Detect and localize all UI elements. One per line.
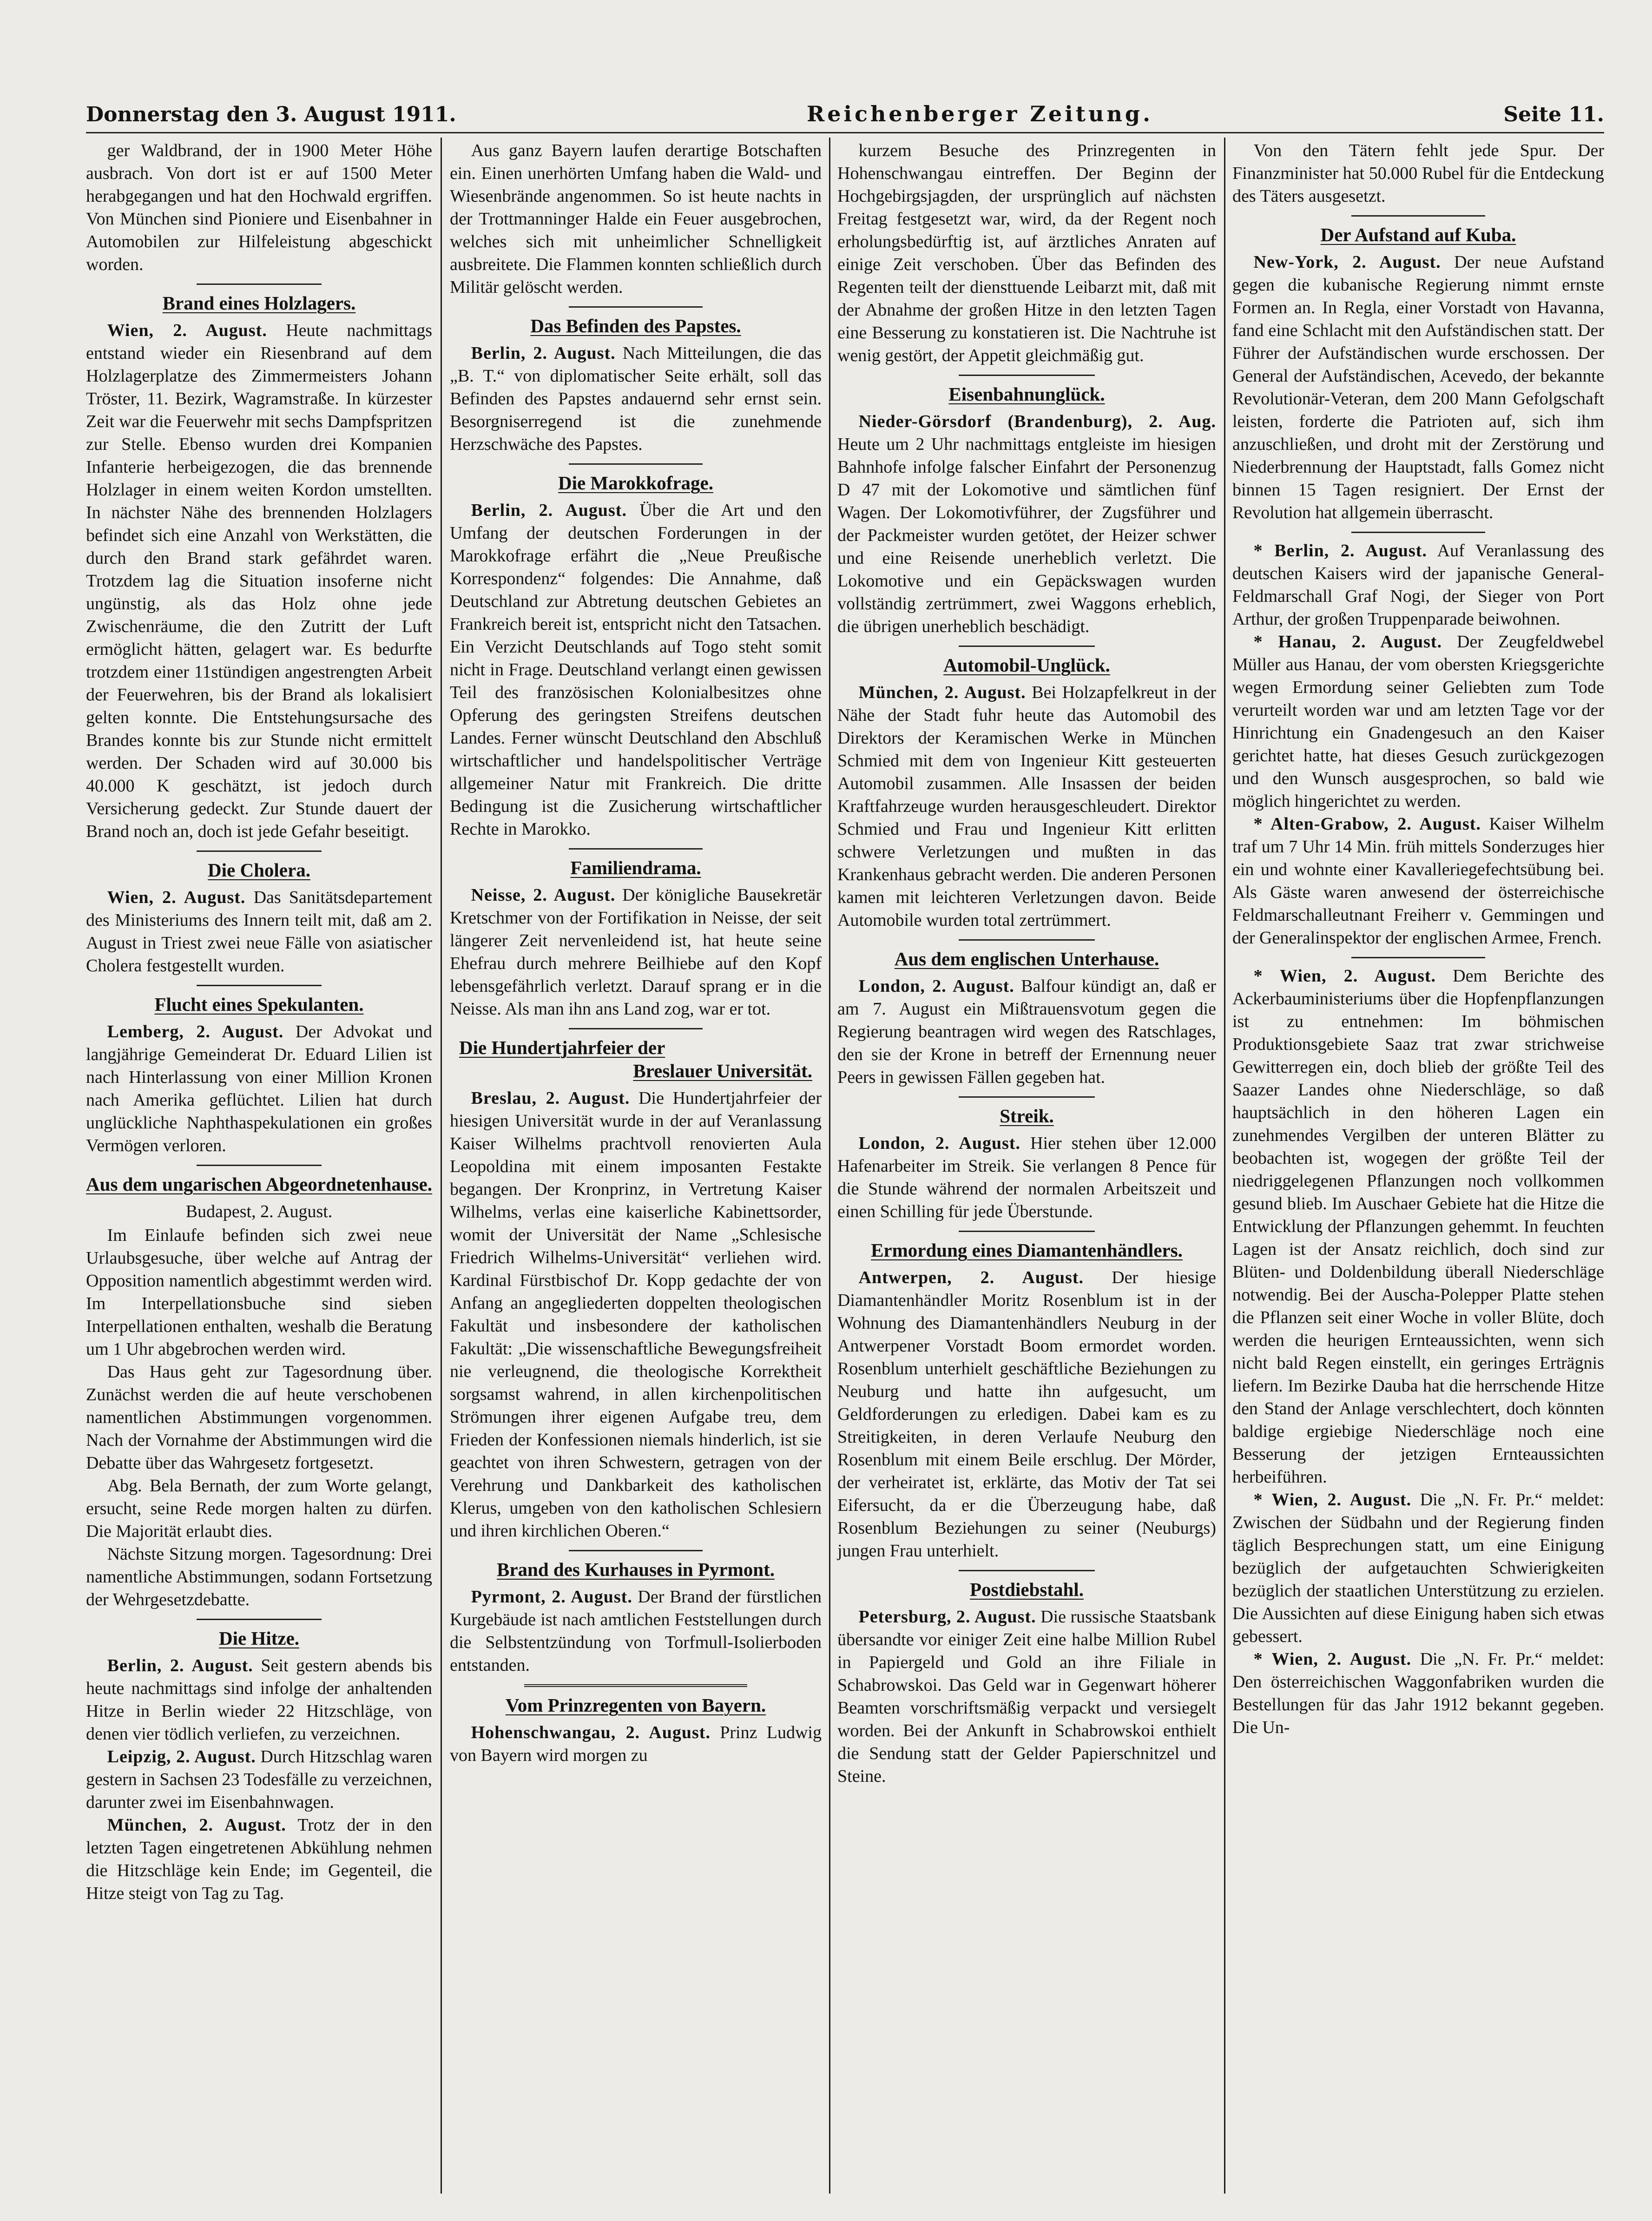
article-paragraph — [86, 886, 432, 977]
article-paragraph — [86, 1224, 432, 1361]
article-paragraph — [837, 1132, 1216, 1223]
article-divider — [197, 1165, 321, 1166]
dateline: Breslau, 2. August. — [471, 1088, 630, 1108]
article-heading-line: Breslauer Universität. — [633, 1060, 812, 1081]
column-4 — [1232, 139, 1604, 2194]
dateline: Neisse, 2. August. — [471, 885, 616, 905]
article-text: Durch Hitzschlag waren gestern in Sachsen 23 Todesfälle zu verzeichnen, darunter zwei im Eisenbahnwagen. — [86, 1747, 433, 1812]
article-text: Trotz der in den letzten Tagen eingetretenen Abkühlung nehmen die Hitzschläge kein Ende; im Gegenteil, die Hitze steigt von Tag zu Tag. — [86, 1815, 432, 1903]
dateline: Pyrmont, 2. August. — [471, 1587, 632, 1607]
article-heading: Aus dem englischen Unterhause. — [894, 948, 1159, 969]
article-paragraph — [1232, 631, 1604, 813]
article-text: Balfour kündigt an, daß er am 7. August ein Mißtrauensvotum gegen die Regierung beantragen wird wegen des Ratschlages, den sie der Krone in betreff der Ernennung neuer Peers in gewissen Fällen gegeben hat. — [837, 976, 1216, 1087]
article-divider — [959, 939, 1095, 941]
dateline: * Wien, 2. August. — [1253, 1490, 1412, 1509]
article-text: Im Einlaufe befinden sich zwei neue Urlaubsgesuche, über welche auf Antrag der Opposition namentlich abgestimmt werden wird. Im Interpellationsbuche sind sieben Interpellationen enthalten, weshalb die Beratung um 1 Uhr abgebrochen werden wird. — [86, 1226, 432, 1359]
article-paragraph — [86, 1654, 432, 1746]
article-divider — [569, 1028, 703, 1029]
dateline: * Berlin, 2. August. — [1253, 541, 1427, 560]
article-paragraph — [1232, 540, 1604, 631]
article-heading: Brand des Kurhauses in Pyrmont. — [496, 1559, 775, 1580]
dateline: Petersburg, 2. August. — [858, 1607, 1036, 1627]
article-heading: Postdiebstahl. — [970, 1579, 1084, 1600]
article-text: Prinz Ludwig von Bayern wird morgen zu — [450, 1723, 822, 1765]
article-text: Hier stehen über 12.000 Hafenarbeiter im Streik. Sie verlangen 8 Pence für die Stunde während der normalen Arbeitszeit und einen Schilling für jede Überstunde. — [837, 1134, 1216, 1221]
column-1 — [86, 139, 432, 2194]
article-text: Die „N. Fr. Pr.“ meldet: Zwischen der Südbahn und der Regierung finden täglich Besprechungen statt, um eine Einigung bezüglich der aufgetauchten Schwierigkeiten bezüglich der staatlichen Unterstützung zu erzielen. Die Aussichten auf diese Einigung haben sich etwas gebessert. — [1232, 1490, 1605, 1646]
article-text: Abg. Bela Bernath, der zum Worte gelangt, ersucht, seine Rede morgen halten zu dürfen. Die Majorität erlaubt dies. — [86, 1476, 432, 1541]
article-divider — [1351, 215, 1485, 217]
article-paragraph — [450, 884, 822, 1021]
article-paragraph — [837, 410, 1216, 638]
article-divider — [959, 1570, 1095, 1571]
issue-date: Donnerstag den 3. August 1911. — [86, 103, 456, 126]
article-text: Seit gestern abends bis heute nachmittags sind infolge der anhaltenden Hitze in Berlin wieder 22 Hitzschläge, von denen vier tödlich verliefen, zu verzeichnen. — [86, 1656, 433, 1744]
article-heading: Vom Prinzregenten von Bayern. — [505, 1694, 766, 1716]
dateline: Wien, 2. August. — [107, 321, 267, 340]
dateline: * Wien, 2. August. — [1253, 1649, 1412, 1669]
article-paragraph — [450, 1087, 822, 1542]
article-paragraph — [86, 1543, 432, 1611]
dateline: London, 2. August. — [858, 976, 1014, 996]
article-divider — [197, 1619, 321, 1620]
article-divider — [959, 1231, 1095, 1232]
article-paragraph — [86, 1475, 432, 1543]
article-heading: Ermordung eines Diamantenhändlers. — [871, 1239, 1183, 1261]
column-rule — [1224, 138, 1225, 2194]
article-paragraph — [86, 1746, 432, 1814]
page-header — [86, 93, 1604, 126]
page-number: Seite 11. — [1503, 103, 1604, 126]
article-text: Aus ganz Bayern laufen derartige Botschaften ein. Einen unerhörten Umfang haben die Wald- und Wiesenbrände angenommen. So ist heute nachts in der Trottmanninger Halde ein Feuer ausgebrochen, welches sich mit unheimlicher Schnelligkeit ausbreitete. Die Flammen konnten schließlich durch Militär gelöscht werden. — [450, 141, 822, 297]
article-text: Der Brand der fürstlichen Kurgebäude ist nach amtlichen Feststellungen durch die Selbstentzündung von Torfmull-Isolierboden entstanden. — [450, 1587, 822, 1675]
article-text: Das Sanitätsdepartement des Ministeriums des Innern teilt mit, daß am 2. August in Triest zwei neue Fälle von asiatischer Cholera festgestellt wurden. — [86, 888, 432, 975]
article-divider — [569, 1550, 703, 1551]
article-text: Der hiesige Diamantenhändler Moritz Rosenblum ist in der Wohnung des Diamantenhändlers Neuburg in der Antwerpener Vorstadt Boom ermordet worden. Rosenblum unterhielt geschäftliche Beziehungen zu Neuburg und hatte ihn aufgesucht, um Geldforderungen zu erledigen. Dabei kam es zu Streitigkeiten, in deren Verlaufe Neuburg den Rosenblum mit einem Beile erschlug. Der Mörder, der verheiratet ist, erklärte, das Motiv der Tat sei Eifersucht, da er die Überzeugung habe, daß Rosenblum Beziehungen zu seiner (Neuburgs) jungen Frau unterhielt. — [837, 1268, 1216, 1561]
newspaper-title: Reichenberger Zeitung. — [806, 101, 1153, 126]
article-heading: Die Marokkofrage. — [558, 472, 713, 494]
article-text: Heute um 2 Uhr nachmittags entgleiste im hiesigen Bahnhofe infolge falscher Einfahrt der Personenzug D 47 mit der Lokomotive und sämtlichen fünf Wagen. Der Lokomotivführer, der Zugsführer und der Packmeister wurden getötet, der Heizer schwer und eine Reisende unerheblich verletzt. Die Lokomotive und ein Gepäckswagen wurden vollständig zertrümmert, zwei Waggons erheblich, die übrigen unerheblich beschädigt. — [837, 435, 1216, 636]
article-paragraph — [1232, 1489, 1604, 1648]
article-paragraph — [1232, 251, 1604, 524]
article-text: Von den Tätern fehlt jede Spur. Der Finanzminister hat 50.000 Rubel für die Entdeckung des Täters ausgesetzt. — [1232, 141, 1604, 206]
article-heading: Automobil-Unglück. — [943, 654, 1110, 676]
article-heading: Flucht eines Spekulanten. — [154, 994, 364, 1015]
dateline: Leipzig, 2. August. — [107, 1747, 256, 1766]
article-paragraph — [450, 139, 822, 299]
article-text: Dem Berichte des Ackerbauministeriums über die Hopfenpflanzungen ist zu entnehmen: Im böhmischen Produktionsgebiete Saaz trat zwar strichweise Gewitterregen ein, doch blieb der größte Teil des Saazer Landes ohne Niederschläge, so daß hauptsächlich in den höheren Lagen ein zunehmendes Vergilben der unteren Blätter zu beobachten ist, wogegen der größte Teil der niedriggelegenen Pflanzungen noch vollkommen gesund blieb. Im Auschaer Gebiete hat die Hitze die Entwicklung der Pflanzungen gehemmt. In feuchten Lagen ist der Ansatz reichlich, doch sind zur Blüten- und Doldenbildung überall Niederschläge notwendig. Bei der Auscha-Polepper Platte stehen die Pflanzen seit einer Woche in voller Blüte, doch werden die heurigen Ernteaussichten, wenn sich nicht bald Regen einstellt, ein geringes Erträgnis liefern. Im Bezirke Dauba hat die herrschende Hitze den Stand der Anlage verschlechtert, doch könnten baldige ergiebige Niederschläge noch eine Besserung der jetzigen Ernteaussichten herbeiführen. — [1232, 966, 1605, 1487]
article-heading: Das Befinden des Papstes. — [530, 315, 741, 336]
article-paragraph — [1232, 813, 1604, 949]
article-paragraph — [837, 1606, 1216, 1788]
article-paragraph — [1232, 965, 1604, 1489]
dateline: München, 2. August. — [858, 683, 1026, 702]
article-heading — [450, 1036, 822, 1082]
article-text: Die Hundertjahrfeier der hiesigen Universität wurde in der auf Veranlassung Kaiser Wilhelms prachtvoll renovierten Aula Leopoldina mit einem imposanten Festakte begangen. Der Kronprinz, in Vertretung Kaiser Wilhelms, verlas eine kaiserliche Kabinettsorder, womit der Universität der Name „Schlesische Friedrich Wilhelms-Universität“ verliehen wird. Kardinal Fürstbischof Dr. Kopp gedachte der von Anfang an angegliederten doppelten theologischen Fakultät und insbesondere der katholischen Fakultät: „Die wissenschaftliche Bewegungsfreiheit nie verleugnend, die theologische Korrektheit sorgsamst wahrend, in allen kirchenpolitischen Strömungen ihrer eigenen Aufgabe treu, dem Frieden der Konfessionen niemals hinderlich, ist sie geachtet von ihren Schwestern, getragen von der Verehrung und Dankbarkeit des katholischen Klerus, umgeben von den katholischen Schlesiern und ihren kirchlichen Oberen.“ — [450, 1088, 822, 1541]
dateline: Antwerpen, 2. August. — [858, 1268, 1084, 1287]
article-paragraph — [837, 681, 1216, 932]
article-paragraph — [450, 1721, 822, 1767]
article-text: Der neue Aufstand gegen die kubanische Regierung nimmt ernste Formen an. In Regla, einer Vorstadt von Havanna, fand eine Schlacht mit den Aufständischen statt. Der Führer der Aufständischen wurde erschossen. Der General der Aufständischen, Acevedo, der bekannte Revolutionär-Veteran, dem 200 Mann Gefolgschaft leisten, forderte die Patrioten auf, sich ihm anzuschließen, und droht mit der Zerstörung und Niederbrennung der Hauptstadt, falls Gomez nicht binnen 15 Tagen resigniert. Der Ernst der Revolution hat allgemein überrascht. — [1232, 252, 1604, 522]
article-text: Bei Holzapfelkreut in der Nähe der Stadt fuhr heute das Automobil des Direktors der Keramischen Werke in München Schmied mit dem von Ingenieur Kitt gesteuerten Automobil zusammen. Alle Insassen der beiden Kraftfahrzeuge wurden herausgeschleudert. Direktor Schmied und Frau und Ingenieur Kitt erlitten schwere Verletzungen und mußten in das Krankenhaus gebracht werden. Die anderen Personen kamen mit leichteren Verletzungen davon. Beide Automobile wurden total zertrümmert. — [837, 683, 1216, 930]
dateline: New-York, 2. August. — [1253, 252, 1441, 272]
article-paragraph — [86, 319, 432, 843]
article-divider — [524, 1684, 747, 1687]
column-rule — [441, 138, 442, 2194]
dateline: Wien, 2. August. — [107, 888, 246, 907]
article-divider — [569, 306, 703, 308]
article-paragraph — [837, 975, 1216, 1089]
article-text: Auf Veranlassung des deutschen Kaisers wird der japanische General-Feldmarschall Graf Nogi, der Sieger von Port Arthur, der großen Truppenparade beiwohnen. — [1232, 541, 1604, 629]
article-heading: Die Cholera. — [208, 859, 310, 881]
dateline: Berlin, 2. August. — [471, 343, 616, 363]
dateline: Berlin, 2. August. — [107, 1656, 253, 1675]
article-heading-line: Die Hundertjahrfeier der — [459, 1037, 665, 1058]
article-text: Die „N. Fr. Pr.“ meldet: Den österreichischen Waggonfabriken wurden die Bestellungen für das Jahr 1912 bekannt gegeben. Die Un- — [1232, 1649, 1605, 1737]
article-text: Nach Mitteilungen, die das „B. T.“ von diplomatischer Seite erhält, soll das Befinden des Papstes andauernd sehr ernst sein. Besorgniserregend ist die zunehmende Herzschwäche des Papstes. — [450, 343, 822, 454]
article-divider — [197, 985, 321, 986]
article-divider — [959, 646, 1095, 647]
article-paragraph — [86, 1814, 432, 1905]
article-divider — [1351, 957, 1485, 958]
article-divider — [197, 283, 321, 285]
column-2 — [450, 139, 822, 2194]
article-heading: Die Hitze. — [218, 1628, 300, 1649]
article-paragraph — [837, 139, 1216, 367]
article-paragraph — [1232, 1648, 1604, 1739]
article-heading: Streik. — [1000, 1105, 1054, 1127]
article-heading: Der Aufstand auf Kuba. — [1320, 224, 1516, 245]
article-text: Der Zeugfeldwebel Müller aus Hanau, der vom obersten Kriegsgerichte wegen Ermordung seiner Geliebten zum Tode verurteilt worden war und am letzten Tage vor der Hinrichtung ein Gnadengesuch an den Kaiser gerichtet hatte, hat dieses Gesuch zurückgezogen und den Wunsch ausgesprochen, so bald wie möglich hingerichtet zu werden. — [1232, 632, 1604, 811]
article-text: Die russische Staatsbank übersandte vor einiger Zeit eine halbe Million Rubel in Papiergeld und Gold an ihre Filiale in Schabrowskoi. Das Geld war in Gegenwart höherer Beamten vorschriftsmäßig verpackt und versiegelt worden. Bei der Ankunft in Schabrowskoi enthielt die Sendung statt der Gelder Papierschnitzel und Steine. — [837, 1607, 1216, 1786]
dateline: * Alten-Grabow, 2. August. — [1253, 814, 1481, 834]
article-paragraph — [1232, 139, 1604, 208]
article-paragraph — [86, 139, 432, 276]
dateline: Budapest, 2. August. — [185, 1202, 333, 1221]
article-divider — [569, 848, 703, 850]
dateline: Nieder-Görsdorf (Brandenburg), 2. Aug. — [858, 412, 1216, 431]
article-text: Heute nachmittags entstand wieder ein Riesenbrand auf dem Holzlagerplatze des Zimmermeisters Johann Tröster, 11. Bezirk, Wagramstraße. In kürzester Zeit war die Feuerwehr mit sechs Dampfspritzen zur Stelle. Ebenso wurden drei Kompanien Infanterie herbeigezogen, die das brennende Holzlager in einem weiten Kordon umstellten. In nächster Nähe des brennenden Holzlagers befindet sich eine Anzahl von Werkstätten, die durch den Brand stark gefährdet waren. Trotzdem lag die Situation insoferne nicht ungünstig, als das Holz ohne jede Zwischenräume, die den Zutritt der Luft ermöglicht hätten, gelagert war. Es bedurfte trotzdem einer 11stündigen angestrengten Arbeit der Feuerwehren, bis der Brand als lokalisiert gelten konnte. Die Entstehungsursache des Brandes konnte bis zur Stunde nicht ermittelt werden. Der Schaden wird auf 30.000 bis 40.000 K geschätzt, ist jedoch durch Versicherung gedeckt. Zur Stunde dauert der Brand noch an, doch ist jede Gefahr beseitigt. — [86, 321, 432, 841]
article-heading: Aus dem ungarischen Abgeordnetenhause. — [86, 1173, 432, 1195]
dateline: * Hanau, 2. August. — [1253, 632, 1442, 652]
article-heading: Eisenbahnunglück. — [948, 383, 1105, 405]
article-text: Über die Art und den Umfang der deutschen Forderungen in der Marokkofrage erfährt die „Neue Preußische Korrespondenz“ folgendes: Die Annahme, daß Deutschland zur Abtretung deutschen Gebietes an Frankreich bereit ist, entspricht nicht den Tatsachen. Ein Verzicht Deutschlands auf Togo steht somit nicht in Frage. Deutschland verlangt einen gewissen Teil des französischen Kolonialbesitzes ohne Opferung des geringsten Streifens deutschen Landes. Ferner wünscht Deutschland den Abschluß wirtschaftlicher und handelspolitischer Verträge allgemeiner Natur mit Frankreich. Die dritte Bedingung ist die Zusicherung wirtschaftlicher Rechte in Marokko. — [450, 501, 822, 839]
dateline: London, 2. August. — [858, 1134, 1021, 1153]
dateline: Lemberg, 2. August. — [107, 1022, 284, 1041]
article-paragraph — [450, 1586, 822, 1677]
column-3 — [837, 139, 1216, 2194]
article-heading: Familiendrama. — [570, 857, 701, 878]
article-text: Das Haus geht zur Tagesordnung über. Zunächst werden die auf heute verschobenen namentlichen Abstimmungen vorgenommen. Nach der Vornahme der Abstimmungen wird die Debatte über das Wahrgesetz fortgesetzt. — [86, 1362, 432, 1473]
article-divider — [1351, 532, 1485, 533]
article-text: Der Advokat und langjährige Gemeinderat Dr. Eduard Lilien ist nach Hinterlassung von einer Million Kronen nach Amerika geflüchtet. Lilien hat durch unglückliche Naphthaspekulationen ein großes Vermögen verloren. — [86, 1022, 433, 1155]
article-divider — [197, 850, 321, 852]
article-paragraph — [450, 499, 822, 841]
article-divider — [569, 463, 703, 465]
article-text: Nächste Sitzung morgen. Tagesordnung: Drei namentliche Abstimmungen, sodann Fortsetzung der Wehrgesetzdebatte. — [86, 1544, 432, 1609]
article-divider — [959, 1096, 1095, 1098]
article-text: kurzem Besuche des Prinzregenten in Hohenschwangau eintreffen. Der Beginn der Hochgebirgsjagden, der ursprünglich auf nächsten Freitag festgesetzt war, wird, da der Regent noch erholungsbedürftig ist, auf ärztliches Anraten auf einige Zeit verschoben. Über das Befinden des Regenten teilt der diensttuende Leibarzt mit, daß mit der Abnahme der großen Hitze in den letzten Tagen eine Besserung zu konstatieren ist. Die Nachtruhe ist wenig gestört, der Appetit gleichmäßig gut. — [837, 141, 1216, 365]
article-text: Kaiser Wilhelm traf um 7 Uhr 14 Min. früh mittels Sonderzuges hier ein und wohnte einer Kavalleriegefechtsübung bei. Als Gäste waren anwesend der österreichische Feldmarschalleutnant Freiherr v. Gemmingen und der Generalinspektor der englischen Armee, French. — [1232, 814, 1605, 948]
dateline: Hohenschwangau, 2. August. — [471, 1723, 711, 1742]
column-rule — [829, 138, 830, 2194]
dateline: Berlin, 2. August. — [471, 501, 627, 520]
dateline: * Wien, 2. August. — [1253, 966, 1436, 986]
article-paragraph — [86, 1021, 432, 1157]
article-divider — [959, 375, 1095, 376]
article-paragraph — [86, 1361, 432, 1475]
article-paragraph — [837, 1266, 1216, 1562]
header-rule — [86, 132, 1604, 133]
article-heading: Brand eines Holzlagers. — [162, 292, 356, 314]
article-text: Der königliche Bausekretär Kretschmer von der Fortifikation in Neisse, der seit längerer Zeit nervenleidend ist, hat heute seine Ehefrau durch mehrere Beilhiebe auf den Kopf lebensgefährlich verletzt. Darauf sprang er in die Neisse. Als man ihn ans Land zog, war er tot. — [450, 885, 822, 1019]
article-paragraph — [450, 342, 822, 456]
dateline: München, 2. August. — [107, 1815, 286, 1835]
article-text: ger Waldbrand, der in 1900 Meter Höhe ausbrach. Von dort ist er auf 1500 Meter herabgegangen und hat den Hochwald ergriffen. Von München sind Pioniere und Eisenbahner in Automobilen zur Hilfeleistung abgeschickt worden. — [86, 141, 432, 274]
